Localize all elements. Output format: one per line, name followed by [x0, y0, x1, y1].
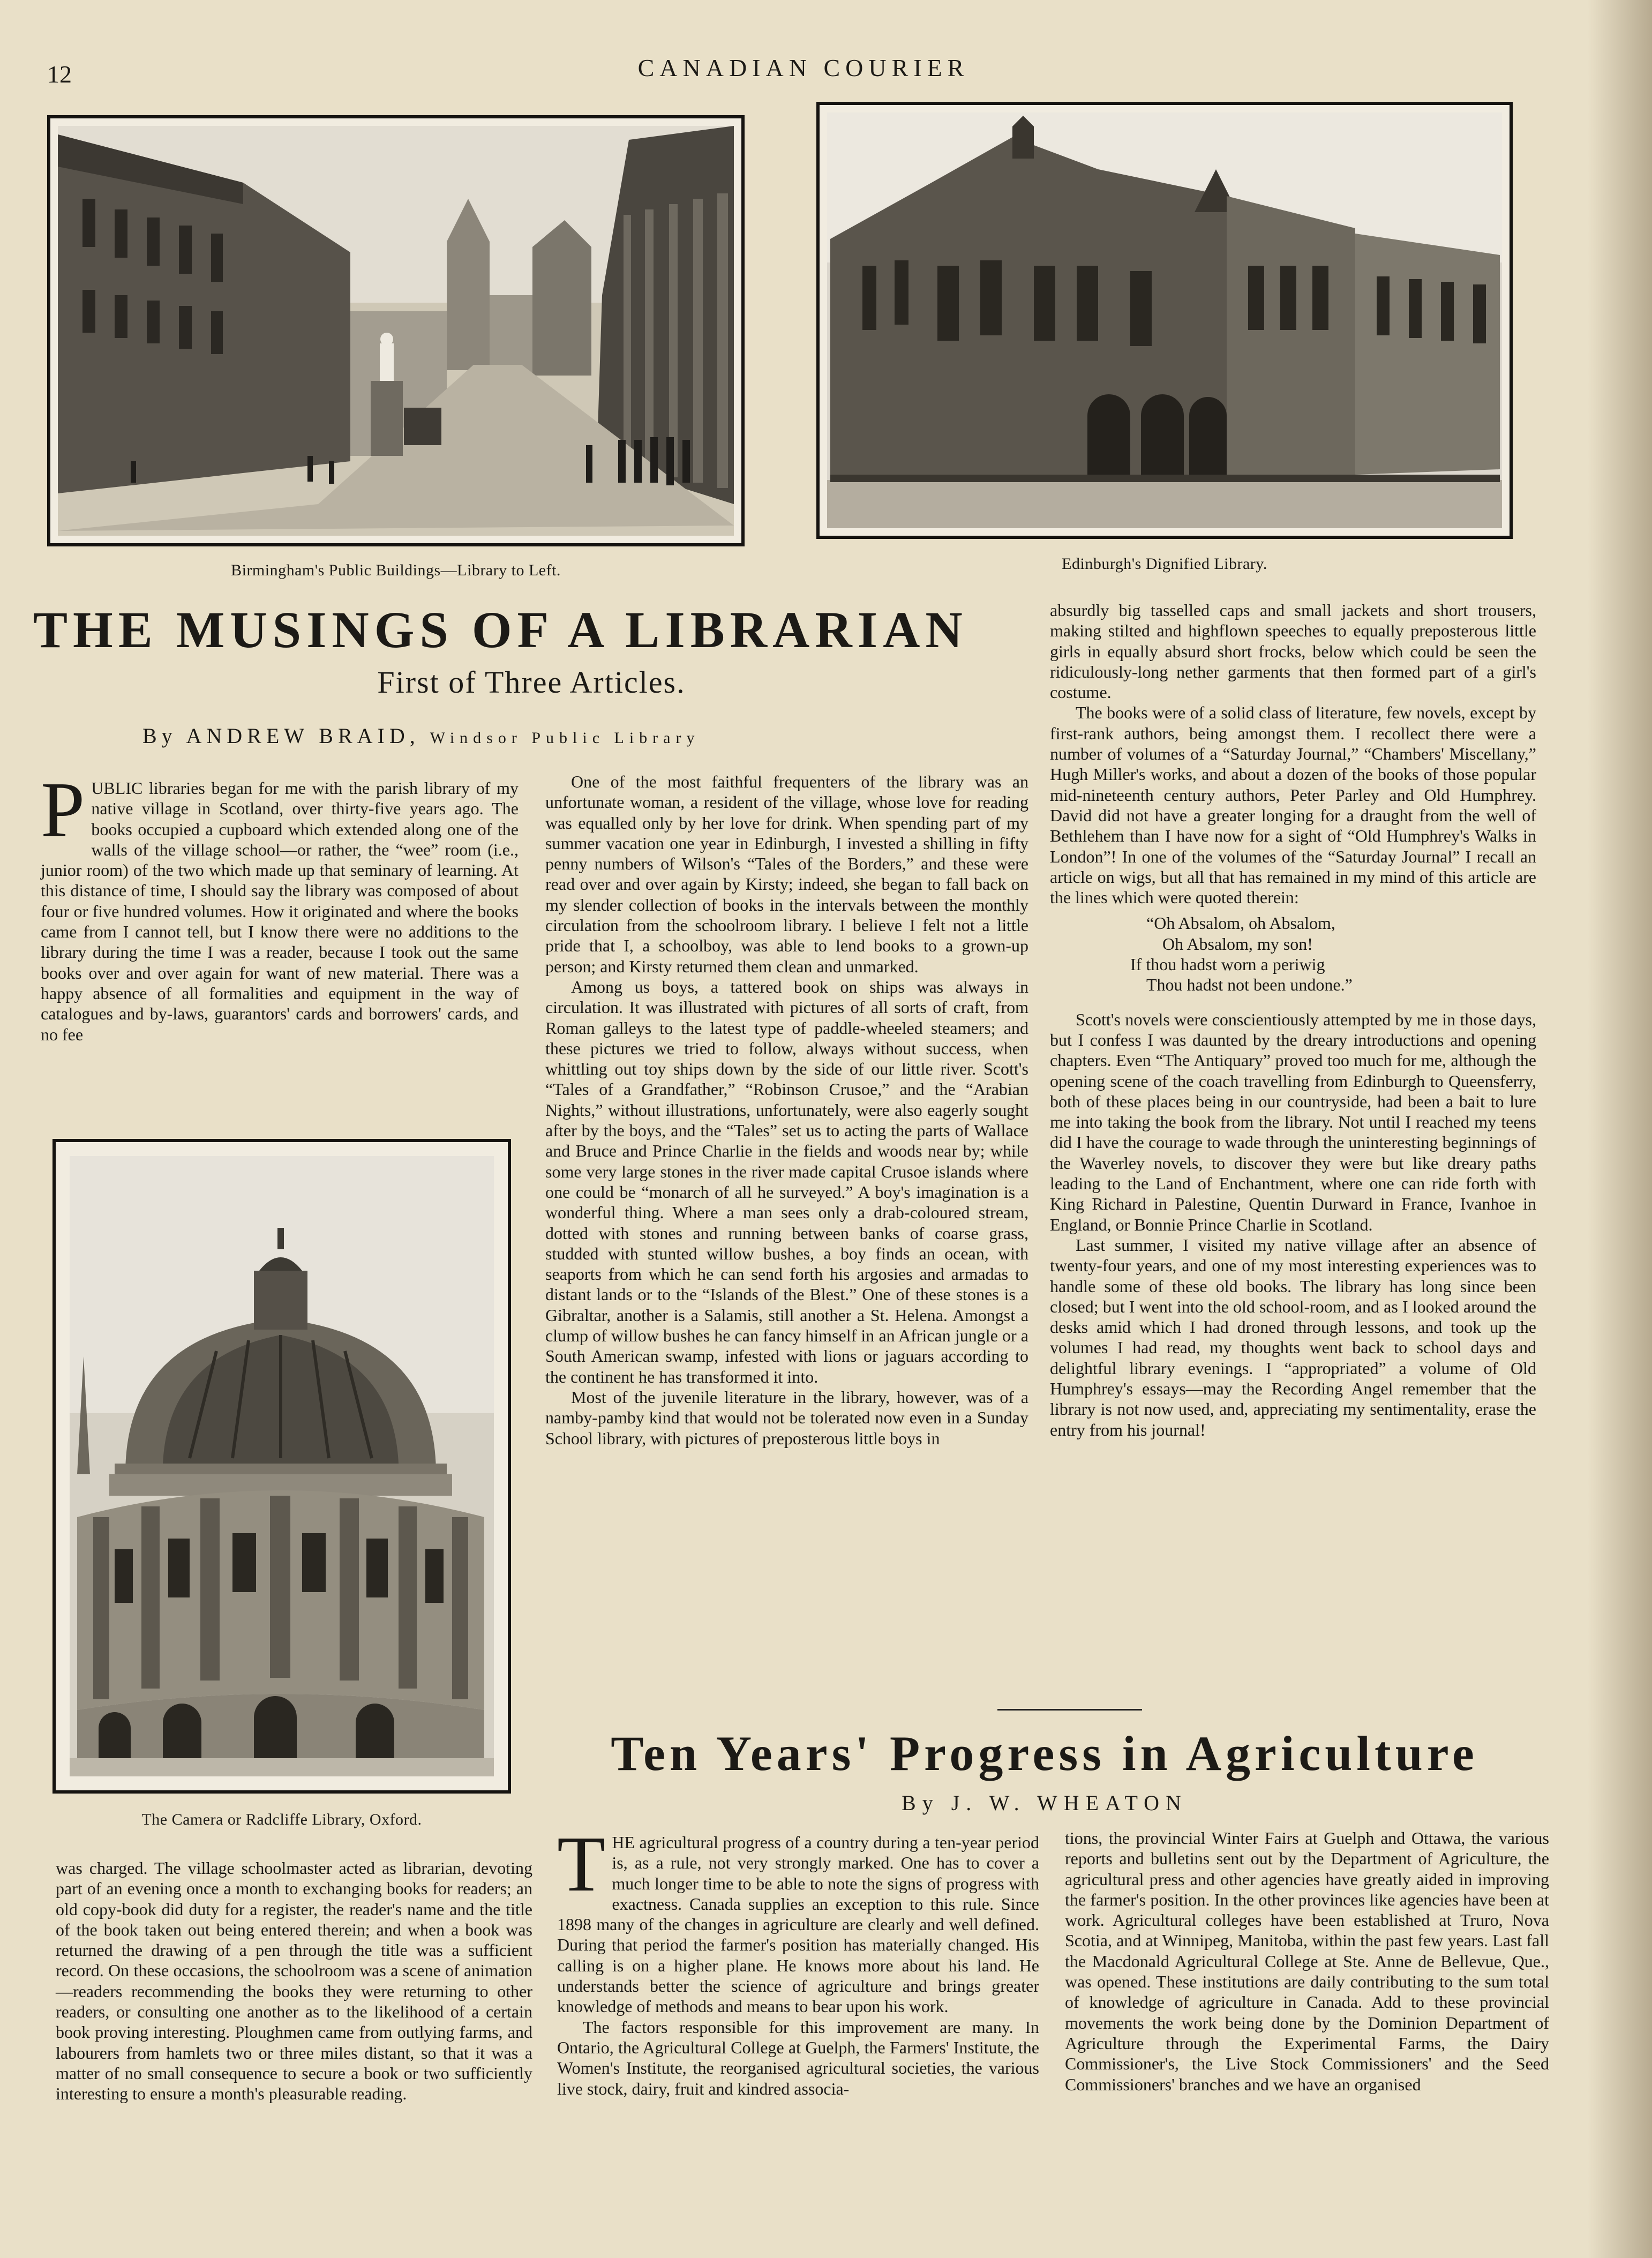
- paragraph: tions, the provincial Winter Fairs at Guelph and Ottawa, the various reports and bulletins sent out by the Department of Agriculture, the agricultural press and other agencies have greatly aided in improving the farmer's position. In the other provinces like agencies have been at work. Agricultural colleges have been established at Truro, Nova Scotia, and at Winnipeg, Manitoba, within the past few years. Last fall the Macdonald Agricultural College at Ste. Anne de Bellevue, Que., was opened. These institutions are daily contributing to the sum total of knowledge of agriculture in Canada. Add to these provincial movements the work being done by the Dominion Department of Agriculture through the Experimental Farms, the Dairy Commissioner's, the Live Stock Commissioners' and the Seed Commissioners' branches and we have an organised: [1065, 1828, 1549, 2094]
- article-byline: [142, 723, 700, 748]
- birmingham-photo: [47, 115, 745, 546]
- article-subtitle: First of Three Articles.: [377, 665, 686, 700]
- paragraph: One of the most faithful frequenters of the library was an unfortunate woman, a resident of the village, whose love for reading was equalled only by her love for drink. When spending part of my summer vacation one year in Edinburgh, I invested a shilling in fifty penny numbers of Wilson's “Tales of the Borders,” and these were read over and over again by Kirsty; indeed, she began to fall back on my slender collection of books in the intervals between the monthly circulation from the schoolroom library. I believe I felt not a little pride that I, a schoolboy, was able to lend books to a grown-up person; and Kirsty returned them clean and unmarked.: [545, 772, 1028, 976]
- byline-author: By ANDREW BRAID,: [142, 724, 420, 748]
- drop-cap: T: [557, 1820, 606, 1908]
- paragraph: [557, 1820, 1039, 2017]
- paragraph-text: HE agricultural progress of a country during a ten-year period is, as a rule, not very strongly marked. One has to cover a much longer time to be able to note the signs of progress with exactness. Canada supplies an exception to this rule. Since 1898 many of the changes in agriculture are clearly and well defined. During that period the farmer's position has materially changed. His calling is on a higher plane. He knows more about his land. He understands better the science of agriculture and brings greater knowledge of methods and means to bear upon his work.: [557, 1833, 1039, 2016]
- running-head: CANADIAN COURIER: [637, 54, 970, 81]
- paragraph: [41, 766, 519, 1045]
- birmingham-caption: Birmingham's Public Buildings—Library to Left.: [231, 561, 561, 579]
- drop-cap: P: [41, 766, 85, 854]
- edinburgh-illustration: [820, 105, 1510, 536]
- article1-column3: [1050, 600, 1536, 1440]
- article2-column1: [557, 1820, 1039, 2099]
- article2-column2: [1065, 1828, 1549, 2095]
- verse-line: Oh Absalom, my son!: [1162, 934, 1313, 954]
- paragraph: The books were of a solid class of literature, few novels, except by first-rank authors, being amongst them. I recollect there were a number of volumes of a “Saturday Journal,” “Chambers' Miscellany,” Hugh Miller's works, and about a dozen of the books of those popular mid-nineteenth century authors, Peter Parley and Old Humphrey. David did not have a greater longing for a draught from the well of Bethlehem than I have now for a sight of “Old Humphrey's Walks in London”! In one of the volumes of the “Saturday Journal” I recall an article on wigs, but all that has remained in my mind of this article are the lines which were quoted therein:: [1050, 703, 1536, 907]
- paragraph: The factors responsible for this improvement are many. In Ontario, the Agricultural College at Guelph, the Farmers' Institute, the Women's Institute, the reorganised agricultural societies, the various live stock, dairy, fruit and kindred associa-: [557, 2017, 1039, 2098]
- article1-column1-continued: [56, 1858, 532, 2104]
- edinburgh-photo: [816, 102, 1513, 539]
- page-edge-shadow: [1588, 0, 1652, 2258]
- edinburgh-caption: Edinburgh's Dignified Library.: [1062, 555, 1267, 573]
- radcliffe-caption: The Camera or Radcliffe Library, Oxford.: [141, 1811, 422, 1828]
- paragraph: absurdly big tasselled caps and small jackets and short trousers, making stilted and highflown speeches to equally preposterous little girls in equally absurd short frocks, below which could be seen the ridiculously-long nether garments that then formed part of a girl's costume.: [1050, 601, 1536, 702]
- byline-institution: Windsor Public Library: [430, 729, 700, 747]
- verse-quotation: [1050, 913, 1536, 995]
- verse-line: Thou hadst not been undone.”: [1146, 975, 1353, 995]
- page-number: 12: [47, 61, 72, 88]
- article1-column2: [545, 771, 1028, 1449]
- section-divider: [997, 1709, 1142, 1711]
- birmingham-illustration: [50, 118, 741, 543]
- verse-line: If thou hadst worn a periwig: [1130, 955, 1325, 974]
- verse-line: “Oh Absalom, oh Absalom,: [1146, 913, 1335, 933]
- article2-byline: By J. W. WHEATON: [902, 1791, 1188, 1815]
- paragraph: was charged. The village schoolmaster acted as librarian, devoting part of an evening once a month to exchanging books for readers; an old copy-book did duty for a register, the reader's name and the title of the book taken out being entered therein; and when a book was returned the drawing of a pen through the title was a sufficient record. On these occasions, the schoolroom was a scene of animation—readers recommending the books they were returning to other readers, or consulting one another as to the likelihood of a certain book proving interesting. Ploughmen came from outlying farms, and labourers from hamlets two or three miles distant, so that it was a matter of no small consequence to secure a book or two sufficiently interesting to ensure a month's pleasurable reading.: [56, 1858, 532, 2104]
- paragraph: Last summer, I visited my native village after an absence of twenty-four years, and one of my most interesting experiences was to handle some of these old books. The library has long since been closed; but I went into the old school-room, and as I looked around the desks amid which I had droned through lessons, and took up the volumes I had read, my thoughts went back to school days and delightful library evenings. I “appropriated” a volume of Old Humphrey's essays—may the Recording Angel remember that the library is not now used, and, appreciating my sentimentality, erase the entry from his journal!: [1050, 1235, 1536, 1439]
- paragraph: Among us boys, a tattered book on ships was always in circulation. It was illustrated with pictures of all sorts of craft, from Roman galleys to the latest type of paddle-wheeled steamers; and these pictures we tried to follow, always without success, when whittling out toy ships down by the side of our little river. Scott's “Tales of a Grandfather,” “Robinson Crusoe,” and the “Arabian Nights,” without illustrations, unfortunately, were also eagerly sought after by the boys, and the “Tales” set us to acting the parts of Wallace and Bruce and Prince Charlie in the fields and woods near by; while some very large stones in the river made capital Crusoe islands where one could be “monarch of all he surveyed.” A boy's imagination is a wonderful thing. Where a man sees only a drab-coloured stream, dotted with stones and running between banks of coarse grass, studded with stunted willow bushes, a boy finds an ocean, with seaports from which he can send forth his argosies and armadas to distant lands or to the “Islands of the Blest.” One of these stones is a Gibraltar, another is a Salamis, still another a St. Helena. Amongst a clump of willow bushes he can fancy himself in an African jungle or a South American swamp, infested with lions or jaguars according to the continent he has transformed it into.: [545, 977, 1028, 1386]
- article-title: THE MUSINGS OF A LIBRARIAN: [33, 601, 968, 658]
- paragraph: Scott's novels were conscientiously attempted by me in those days, but I confess I was daunted by the dreary introductions and opening chapters. Even “The Antiquary” proved too much for me, although the opening scene of the coach travelling from Edinburgh to Queensferry, both of these places being in our countryside, had been a bait to lure me into taking the book from the library. Not until I reached my teens did I have the courage to wade through the uninteresting beginnings of the Waverley novels, to discover they were but like dreary paths leading to the Land of Enchantment, where one can ride forth with King Richard in Palestine, Quentin Durward in France, Ivanhoe in England, or Bonnie Prince Charlie in Scotland.: [1050, 1009, 1536, 1234]
- article2-title: Ten Years' Progress in Agriculture: [611, 1726, 1478, 1781]
- article1-column1: [41, 766, 519, 1045]
- radcliffe-illustration: [56, 1142, 508, 1790]
- paragraph-text: UBLIC libraries began for me with the parish library of my native village in Scotland, over thirty-five years ago. The books occupied a cupboard which extended along one of the walls of the village school—or rather, the “wee” room (i.e., junior room) of the two which made up that seminary of learning. At this distance of time, I should say the library was composed of about four or five hundred volumes. How it originated and where the books came from I cannot tell, but I know there were no additions to the library during the time I was a reader, because I took out the same books over and over again for want of new material. There was a happy absence of all formalities and equipment in the way of catalogues and by-laws, guarantors' cards and borrowers' cards, and no fee: [41, 778, 519, 1044]
- radcliffe-photo: [52, 1139, 511, 1794]
- paragraph: Most of the juvenile literature in the library, however, was of a namby-pamby kind that would not be tolerated now even in a Sunday School library, with pictures of preposterous little boys in: [545, 1387, 1028, 1448]
